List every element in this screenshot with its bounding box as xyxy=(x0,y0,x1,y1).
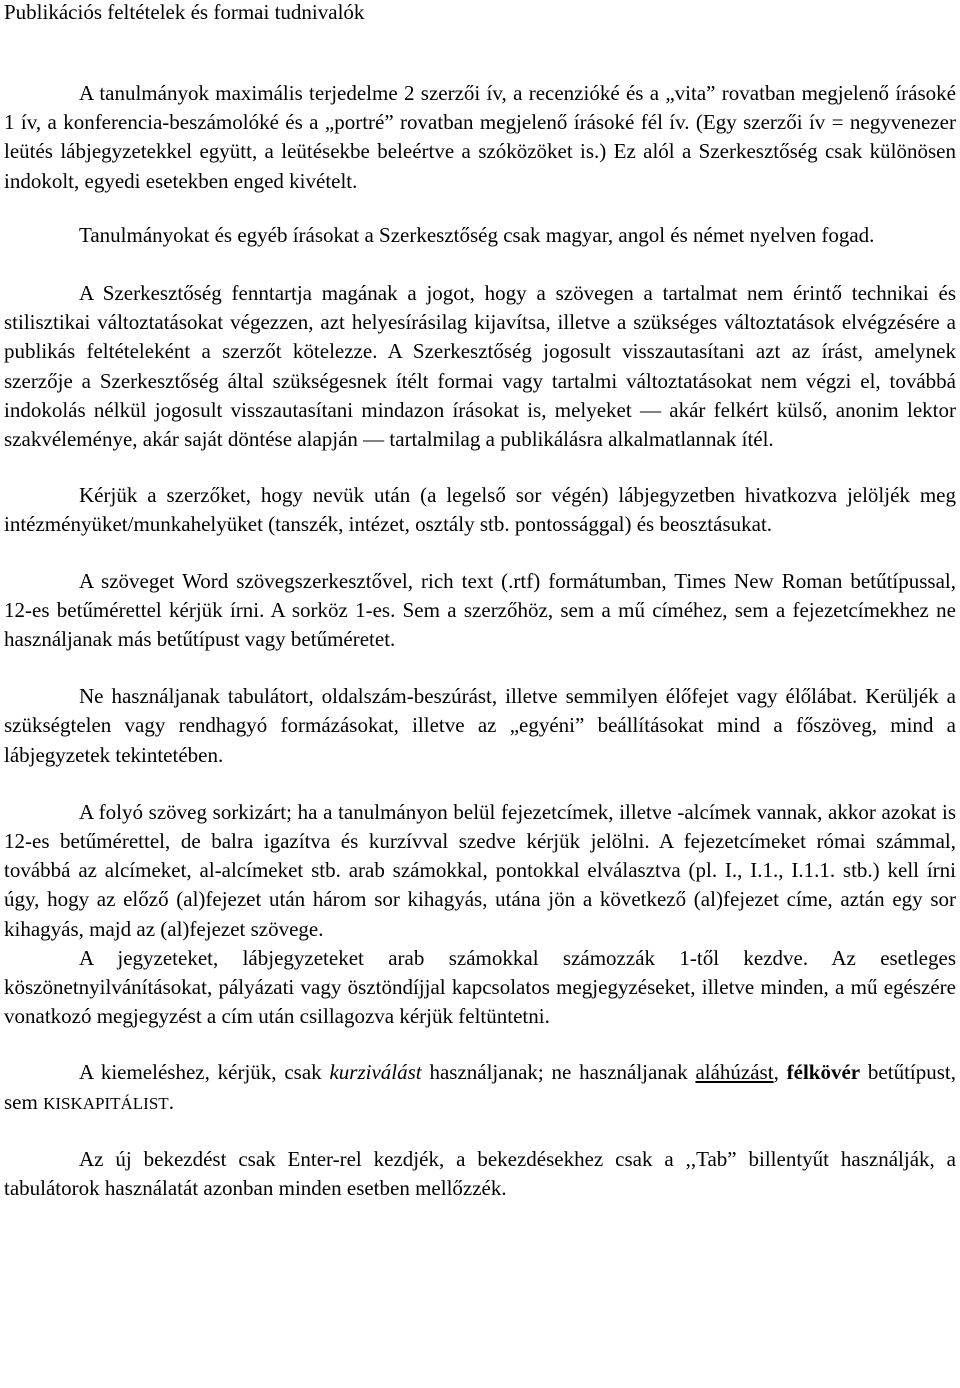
underline-example: aláhúzást xyxy=(695,1060,774,1085)
paragraph-emphasis xyxy=(4,1058,956,1117)
paragraph-length-limits: A tanulmányok maximális terjedelme 2 szerzői ív, a recenzióké és a „vita” rovatban megjelenő írásoké 1 ív, a konferencia-beszámolóké és a „portré” rovatban megjelenő írásoké fél ív. (Egy szerzői ív = negyvenezer leütés lábjegyzetekkel együtt, a leütésekbe beleértve a szóközöket is.) Ez alól a Szerkesztőség csak különösen indokolt, egyedi esetekben enged kivételt. xyxy=(4,81,956,193)
paragraph-author-affiliation: Kérjük a szerzőket, hogy nevük után (a legelső sor végén) lábjegyzetben hivatkozva jelöljék meg intézményüket/munkahelyüket (tanszék, intézet, osztály stb. pontossággal) és beosztásukat. xyxy=(4,483,956,537)
paragraph-languages: Tanulmányokat és egyéb írásokat a Szerkesztőség csak magyar, angol és német nyelven fogad. xyxy=(79,222,875,247)
paragraph-enter-tab: Az új bekezdést csak Enter-rel kezdjék, a bekezdésekhez csak a ,,Tab” billentyűt használják, a tabulátorok használatát azonban minden esetben mellőzzék. xyxy=(4,1146,956,1201)
paragraph-editorial-rights: A Szerkesztőség fenntartja magának a jogot, hogy a szövegen a tartalmat nem érintő technikai és stilisztikai változtatásokat végezzen, azt helyesírásilag kijavítsa, illetve a szükséges változtatások elvégzésére a publikás feltételeként a szerzőt kötelezze. A Szerkesztőség jogosult visszautasítani azt az írást, amelynek szerzője a Szerkesztőség által szükségesnek ítélt formai vagy tartalmi változtatásokat nem végzi el, továbbá indokolás nélkül jogosult visszautasítani mindazon írásokat is, melyeket — akár felkért külső, anonim lektor szakvéleménye, akár saját döntése alapján — tartalmilag a publikálásra alkalmatlannak ítél. xyxy=(4,281,956,452)
bold-example: félkövér xyxy=(786,1060,861,1085)
italic-example: kurziválást xyxy=(329,1060,422,1085)
emphasis-end: . xyxy=(168,1089,174,1114)
smallcaps-example: KISKAPITÁLIST xyxy=(43,1093,169,1113)
paragraph-headings: A folyó szöveg sorkizárt; ha a tanulmányon belül fejezetcímek, illetve -alcímek vannak, akkor azokat is 12-es betűmérettel, de balra igazítva és kurzívval szedve kérjük jelölni. A fejezetcímeket római számmal, továbbá az alcímeket, al-alcímeket stb. arab számokkal, pontokkal elválasztva (pl. I., I.1., I.1.1. stb.) kell írni úgy, hogy az előző (al)fejezet után három sor kihagyás, utána jön a következő (al)fejezet címe, aztán egy sor kihagyás, majd az (al)fejezet szövege. xyxy=(4,799,956,941)
document-title: Publikációs feltételek és formai tudnivalók xyxy=(4,0,365,24)
emphasis-text-1: A kiemeléshez, kérjük, csak xyxy=(79,1060,330,1085)
paragraph-text-format: A szöveget Word szövegszerkesztővel, rich text (.rtf) formátumban, Times New Roman betűtípussal, 12-es betűmérettel kérjük írni. A sorköz 1-es. Sem a szerzőhöz, sem a mű címéhez, sem a fejezetcímekhez ne használjanak más betűtípust vagy betűméretet. xyxy=(4,568,956,652)
paragraph-no-tabs: Ne használjanak tabulátort, oldalszám-beszúrást, illetve semmilyen élőfejet vagy élőlábat. Kerüljék a szükségtelen vagy rendhagyó formázásokat, illetve az „egyéni” beállításokat mind a főszöveg, mind a lábjegyzetek tekintetében. xyxy=(4,684,956,767)
paragraph-footnotes: A jegyzeteket, lábjegyzeteket arab számokkal számozzák 1-től kezdve. Az esetleges köszönetnyilvánításokat, pályázati vagy ösztöndíjjal kapcsolatos megjegyzéseket, illetve minden, a mű egészére vonatkozó megjegyzést a cím után csillagozva kérjük feltüntetni. xyxy=(4,945,956,1029)
emphasis-comma: , xyxy=(773,1060,779,1085)
emphasis-text-3: betűtípust, sem xyxy=(4,1060,956,1114)
emphasis-text-2: használjanak; ne használjanak xyxy=(421,1060,696,1085)
